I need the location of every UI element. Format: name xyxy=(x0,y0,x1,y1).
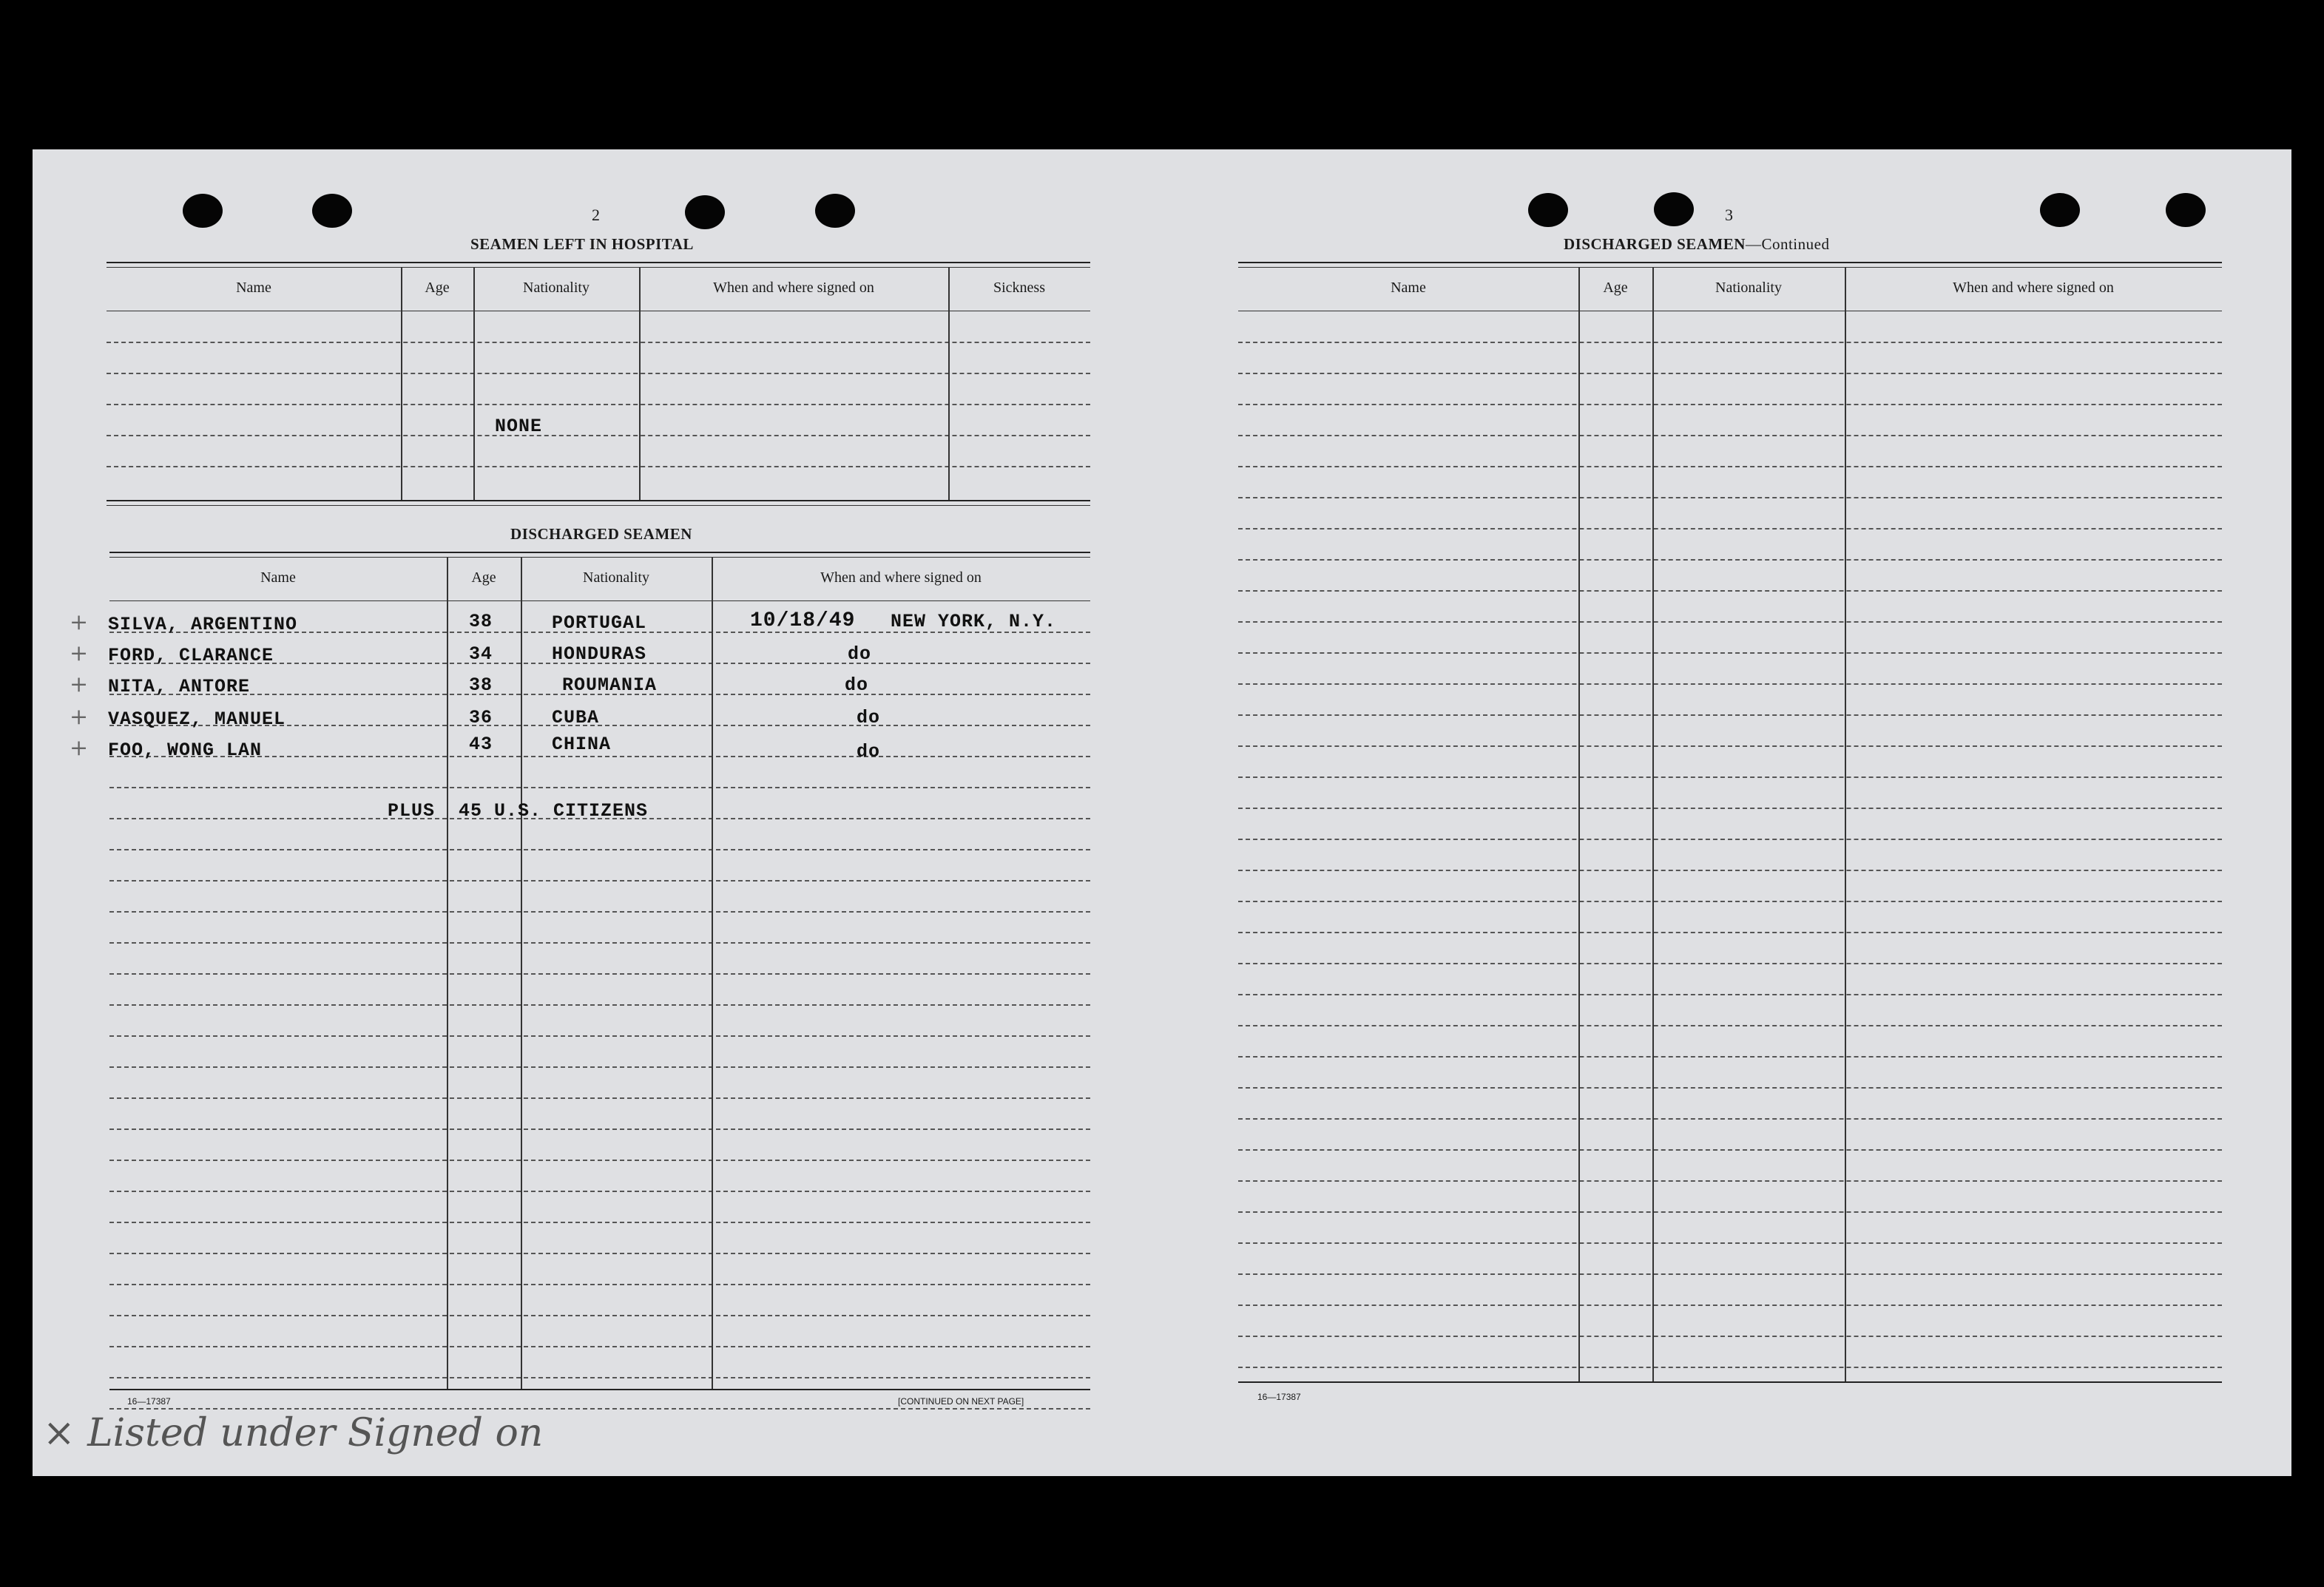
seaman-nationality: CHINA xyxy=(552,734,612,755)
document-sheet xyxy=(33,149,2291,1476)
signed-on-ditto: do xyxy=(845,674,869,696)
row-check-mark: + xyxy=(70,704,89,730)
row-check-mark: + xyxy=(70,735,89,761)
hospital-section-title: SEAMEN LEFT IN HOSPITAL xyxy=(470,235,694,253)
signed-on-ditto: do xyxy=(857,741,881,762)
plus-label: PLUS xyxy=(388,800,436,822)
hospital-col-nationality: Nationality xyxy=(523,280,590,296)
seaman-nationality: PORTUGAL xyxy=(552,612,647,634)
seaman-age: 38 xyxy=(469,611,493,632)
row-check-mark: + xyxy=(70,640,89,666)
seaman-name: FOO, WONG LAN xyxy=(108,740,263,761)
hospital-none-entry: NONE xyxy=(495,416,543,437)
seaman-age: 38 xyxy=(469,674,493,696)
row-check-mark: + xyxy=(70,671,89,697)
seaman-age: 43 xyxy=(469,734,493,755)
seaman-name: FORD, CLARANCE xyxy=(108,645,274,666)
punch-hole xyxy=(183,194,223,228)
continued-note: [CONTINUED ON NEXT PAGE] xyxy=(898,1396,1024,1407)
punch-hole xyxy=(312,194,352,228)
right-section-title-suffix: —Continued xyxy=(1745,235,1830,253)
hospital-col-sickness: Sickness xyxy=(993,280,1045,296)
continued-col-name: Name xyxy=(1391,280,1426,296)
punch-hole xyxy=(1654,192,1694,226)
discharged-section-title: DISCHARGED SEAMEN xyxy=(510,525,692,543)
punch-hole xyxy=(2166,193,2206,227)
signed-on-place: NEW YORK, N.Y. xyxy=(891,611,1057,632)
continued-col-nationality: Nationality xyxy=(1715,280,1782,296)
punch-hole xyxy=(1528,193,1568,227)
discharged-col-age: Age xyxy=(471,569,496,586)
right-section-title xyxy=(1564,235,1829,254)
seaman-name: SILVA, ARGENTINO xyxy=(108,614,298,635)
left-page-number: 2 xyxy=(592,206,600,224)
hospital-col-signed-on: When and where signed on xyxy=(713,280,874,296)
signed-on-ditto: do xyxy=(857,707,881,728)
signed-on-ditto: do xyxy=(848,643,872,665)
punch-hole xyxy=(685,195,725,229)
hospital-col-name: Name xyxy=(236,280,271,296)
discharged-col-signed-on: When and where signed on xyxy=(820,569,982,586)
discharged-col-nationality: Nationality xyxy=(583,569,649,586)
seaman-nationality: CUBA xyxy=(552,707,600,728)
continued-col-age: Age xyxy=(1603,280,1628,296)
continued-col-signed-on: When and where signed on xyxy=(1953,280,2114,296)
seaman-nationality: HONDURAS xyxy=(552,643,647,665)
handwritten-note: × Listed under Signed on xyxy=(43,1411,544,1455)
plus-citizens-count: 45 U.S. CITIZENS xyxy=(459,800,649,822)
discharged-col-name: Name xyxy=(260,569,296,586)
row-check-mark: + xyxy=(70,609,89,635)
signed-on-date: 10/18/49 xyxy=(750,609,856,632)
right-page-number: 3 xyxy=(1725,206,1733,224)
seaman-name: NITA, ANTORE xyxy=(108,676,251,697)
seaman-age: 36 xyxy=(469,707,493,728)
seaman-nationality: ROUMANIA xyxy=(562,674,658,696)
left-form-number: 16—17387 xyxy=(127,1396,171,1407)
hospital-col-age: Age xyxy=(425,280,450,296)
seaman-name: VASQUEZ, MANUEL xyxy=(108,708,286,730)
right-form-number: 16—17387 xyxy=(1257,1392,1301,1402)
seaman-age: 34 xyxy=(469,643,493,665)
punch-hole xyxy=(2040,193,2080,227)
right-section-title-text: DISCHARGED SEAMEN xyxy=(1564,235,1746,253)
punch-hole xyxy=(815,194,855,228)
